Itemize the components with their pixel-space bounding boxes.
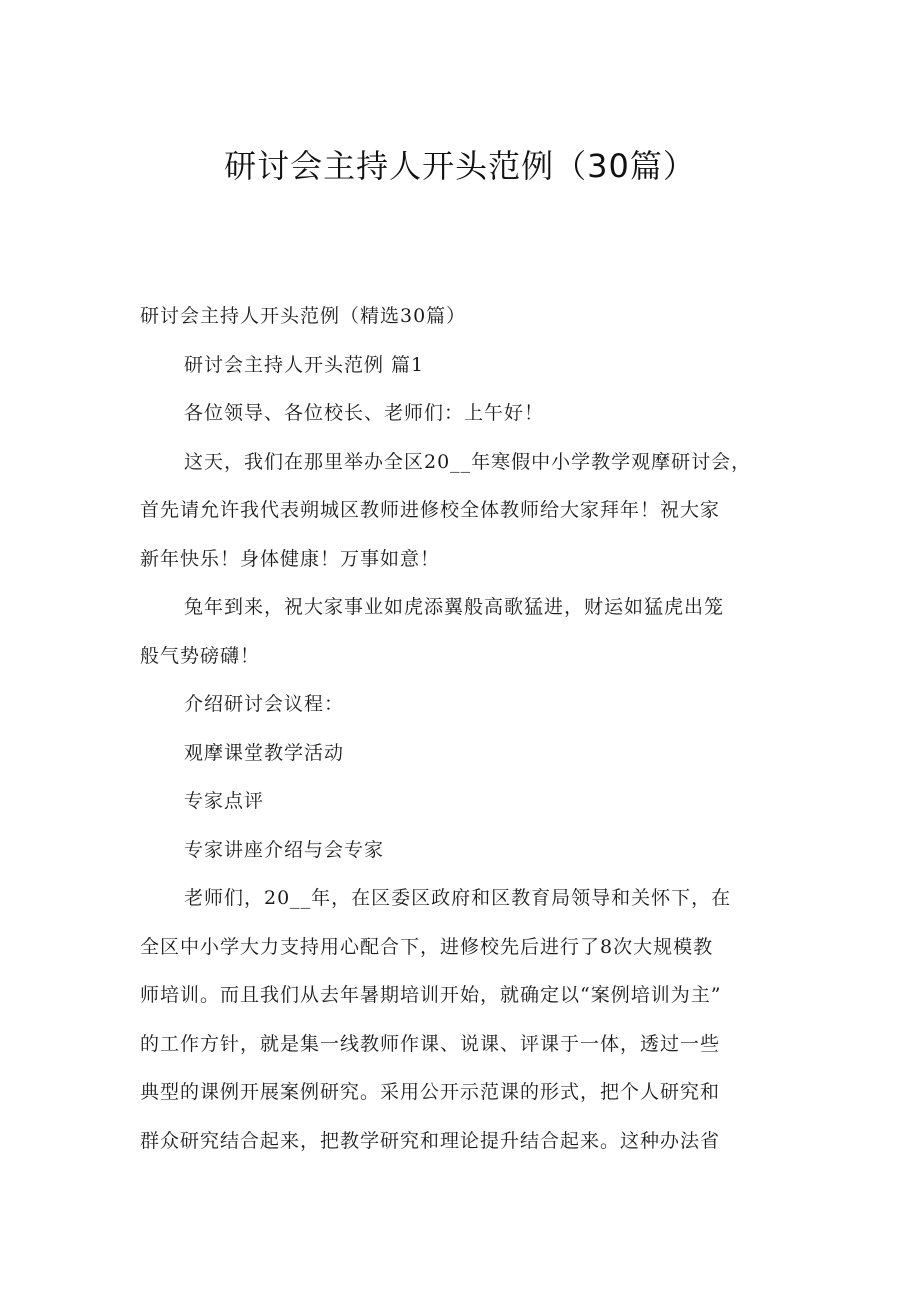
text-line: 专家点评	[184, 790, 265, 812]
document-title: 研讨会主持人开头范例（30篇）	[224, 147, 696, 185]
text-line: 专家讲座介绍与会专家	[184, 838, 385, 861]
text-line: 观摩课堂教学活动	[184, 741, 345, 764]
document-body	[140, 300, 790, 1173]
text-line: 介绍研讨会议程：	[184, 693, 345, 715]
text-line: 研讨会主持人开头范例 篇1	[184, 353, 425, 376]
text-line: 般气势磅礴！	[140, 644, 261, 667]
text-line: 研讨会主持人开头范例（精选30篇）	[140, 305, 467, 327]
text-line: 群众研究结合起来，把教学研究和理论提升结合起来。这种办法省	[140, 1129, 721, 1152]
text-line: 师培训。而且我们从去年暑期培训开始，就确定以“案例培训为主”	[140, 984, 722, 1006]
text-line: 全区中小学大力支持用心配合下，进修校先后进行了8次大规模教	[140, 935, 714, 958]
text-line: 新年快乐！身体健康！万事如意！	[140, 547, 441, 570]
text-line: 典型的课例开展案例研究。采用公开示范课的形式，把个人研究和	[140, 1081, 721, 1103]
text-line: 首先请允许我代表朔城区教师进修校全体教师给大家拜年！祝大家	[140, 499, 721, 521]
text-line: 兔年到来，祝大家事业如虎添翼般高歌猛进，财运如猛虎出笼	[184, 596, 725, 618]
text-line: 的工作方针，就是集一线教师作课、说课、评课于一体，透过一些	[140, 1032, 721, 1055]
text-line: 老师们，20__年，在区委区政府和区教育局领导和关怀下，在	[184, 887, 732, 909]
text-line: 各位领导、各位校长、老师们：上午好！	[184, 402, 545, 424]
text-line: 这天，我们在那里举办全区20__年寒假中小学教学观摩研讨会，	[184, 450, 752, 473]
